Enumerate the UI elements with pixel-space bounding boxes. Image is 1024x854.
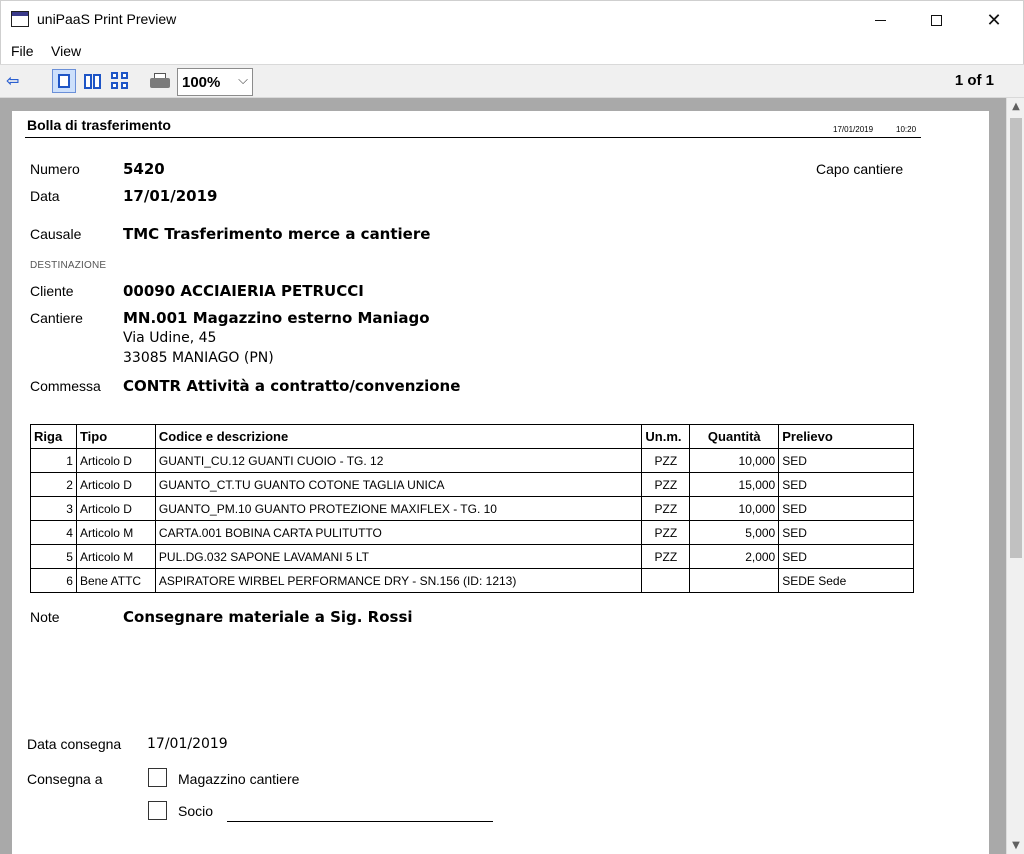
magazzino-option-label: Magazzino cantiere: [178, 771, 300, 787]
causale-value: TMC Trasferimento merce a cantiere: [123, 225, 431, 243]
table-row: [31, 569, 914, 593]
menu-bar: [0, 38, 1024, 64]
cell-codice: ASPIRATORE WIRBEL PERFORMANCE DRY - SN.156 (ID: 1213): [155, 569, 641, 593]
header-rule: [25, 137, 921, 138]
minimize-icon: [875, 20, 886, 21]
cell-tipo: Articolo D: [76, 473, 155, 497]
header-riga: Riga: [31, 425, 77, 449]
table-header-row: [31, 425, 914, 449]
socio-option-label: Socio: [178, 803, 214, 819]
print-button[interactable]: [148, 71, 172, 91]
page-count: 1 of 1: [954, 72, 994, 89]
maximize-button[interactable]: [907, 1, 965, 39]
cliente-label: Cliente: [30, 283, 74, 299]
destinazione-header: DESTINAZIONE: [30, 260, 107, 271]
cell-riga: 3: [31, 497, 77, 521]
cell-unm: PZZ: [642, 521, 690, 545]
preview-viewport: [0, 98, 1006, 854]
single-page-icon: [58, 74, 70, 88]
data-consegna-label: Data consegna: [27, 736, 122, 752]
cell-unm: PZZ: [642, 449, 690, 473]
cell-tipo: Articolo M: [76, 545, 155, 569]
data-label: Data: [30, 188, 60, 204]
menu-view[interactable]: View: [51, 43, 82, 59]
scroll-up-icon[interactable]: ▲: [1012, 101, 1020, 112]
cell-prelievo: SED: [779, 473, 914, 497]
two-page-view-button[interactable]: [80, 69, 104, 93]
cell-codice: PUL.DG.032 SAPONE LAVAMANI 5 LT: [155, 545, 641, 569]
cell-riga: 5: [31, 545, 77, 569]
capo-cantiere-label: Capo cantiere: [816, 161, 904, 177]
consegna-a-label: Consegna a: [27, 771, 103, 787]
cell-riga: 4: [31, 521, 77, 545]
cell-tipo: Bene ATTC: [76, 569, 155, 593]
note-value: Consegnare materiale a Sig. Rossi: [123, 608, 413, 626]
cell-unm: [642, 569, 690, 593]
cell-quantita: [690, 569, 779, 593]
magazzino-checkbox: [148, 768, 167, 787]
cantiere-address: Via Udine, 45: [123, 330, 217, 346]
commessa-label: Commessa: [30, 378, 101, 394]
print-time: 10:20: [896, 125, 917, 134]
table-row: [31, 545, 914, 569]
data-value: 17/01/2019: [123, 187, 218, 205]
socio-checkbox: [148, 801, 167, 820]
header-tipo: Tipo: [76, 425, 155, 449]
zoom-select[interactable]: [177, 68, 253, 96]
header-unm: Un.m.: [642, 425, 690, 449]
table-row: [31, 521, 914, 545]
cell-tipo: Articolo D: [76, 449, 155, 473]
causale-label: Causale: [30, 226, 82, 242]
table-row: [31, 449, 914, 473]
print-date: 17/01/2019: [833, 125, 874, 134]
window-title: uniPaaS Print Preview: [37, 11, 177, 27]
two-page-icon: [84, 74, 92, 89]
vertical-scrollbar[interactable]: [1006, 98, 1024, 854]
cell-prelievo: SED: [779, 521, 914, 545]
cell-quantita: 10,000: [690, 449, 779, 473]
cell-codice: GUANTO_CT.TU GUANTO COTONE TAGLIA UNICA: [155, 473, 641, 497]
numero-value: 5420: [123, 160, 165, 178]
numero-label: Numero: [30, 161, 80, 177]
items-table: [30, 424, 914, 593]
scroll-thumb[interactable]: [1010, 118, 1022, 558]
table-row: [31, 473, 914, 497]
menu-file[interactable]: File: [11, 43, 34, 59]
chevron-down-icon: ⌵: [238, 73, 248, 88]
cell-prelievo: SED: [779, 497, 914, 521]
note-label: Note: [30, 609, 60, 625]
zoom-value: 100%: [182, 74, 221, 91]
cell-codice: CARTA.001 BOBINA CARTA PULITUTTO: [155, 521, 641, 545]
scroll-down-icon[interactable]: ▼: [1012, 840, 1020, 851]
cell-riga: 6: [31, 569, 77, 593]
maximize-icon: [931, 15, 942, 26]
document-page: [12, 111, 989, 854]
cell-unm: PZZ: [642, 497, 690, 521]
document-title: Bolla di trasferimento: [27, 117, 171, 133]
table-row: [31, 497, 914, 521]
cell-prelievo: SEDE Sede: [779, 569, 914, 593]
single-page-view-button[interactable]: [52, 69, 76, 93]
cantiere-city: 33085 MANIAGO (PN): [123, 350, 274, 366]
back-arrow-icon[interactable]: ⇦: [6, 71, 20, 90]
cell-prelievo: SED: [779, 545, 914, 569]
cell-riga: 2: [31, 473, 77, 497]
cantiere-label: Cantiere: [30, 310, 83, 326]
cantiere-value: MN.001 Magazzino esterno Maniago: [123, 309, 430, 327]
cliente-value: 00090 ACCIAIERIA PETRUCCI: [123, 282, 364, 300]
header-codice: Codice e descrizione: [155, 425, 641, 449]
four-page-view-button[interactable]: [108, 69, 132, 93]
cell-tipo: Articolo D: [76, 497, 155, 521]
cell-codice: GUANTI_CU.12 GUANTI CUOIO - TG. 12: [155, 449, 641, 473]
header-prelievo: Prelievo: [779, 425, 914, 449]
cell-unm: PZZ: [642, 473, 690, 497]
close-icon: ✕: [986, 9, 1002, 31]
cell-prelievo: SED: [779, 449, 914, 473]
cell-tipo: Articolo M: [76, 521, 155, 545]
cell-quantita: 5,000: [690, 521, 779, 545]
cell-codice: GUANTO_PM.10 GUANTO PROTEZIONE MAXIFLEX - TG. 10: [155, 497, 641, 521]
cell-unm: PZZ: [642, 545, 690, 569]
app-window-icon: [11, 11, 29, 27]
cell-quantita: 10,000: [690, 497, 779, 521]
close-button[interactable]: [965, 1, 1023, 39]
cell-quantita: 2,000: [690, 545, 779, 569]
minimize-button[interactable]: [851, 1, 909, 39]
commessa-value: CONTR Attività a contratto/convenzione: [123, 377, 461, 395]
header-quantita: Quantità: [690, 425, 779, 449]
socio-signature-line: [227, 821, 493, 822]
window-titlebar: [0, 0, 1024, 38]
data-consegna-value: 17/01/2019: [147, 736, 228, 752]
cell-riga: 1: [31, 449, 77, 473]
cell-quantita: 15,000: [690, 473, 779, 497]
four-page-icon: [111, 72, 118, 79]
toolbar: [0, 64, 1024, 98]
